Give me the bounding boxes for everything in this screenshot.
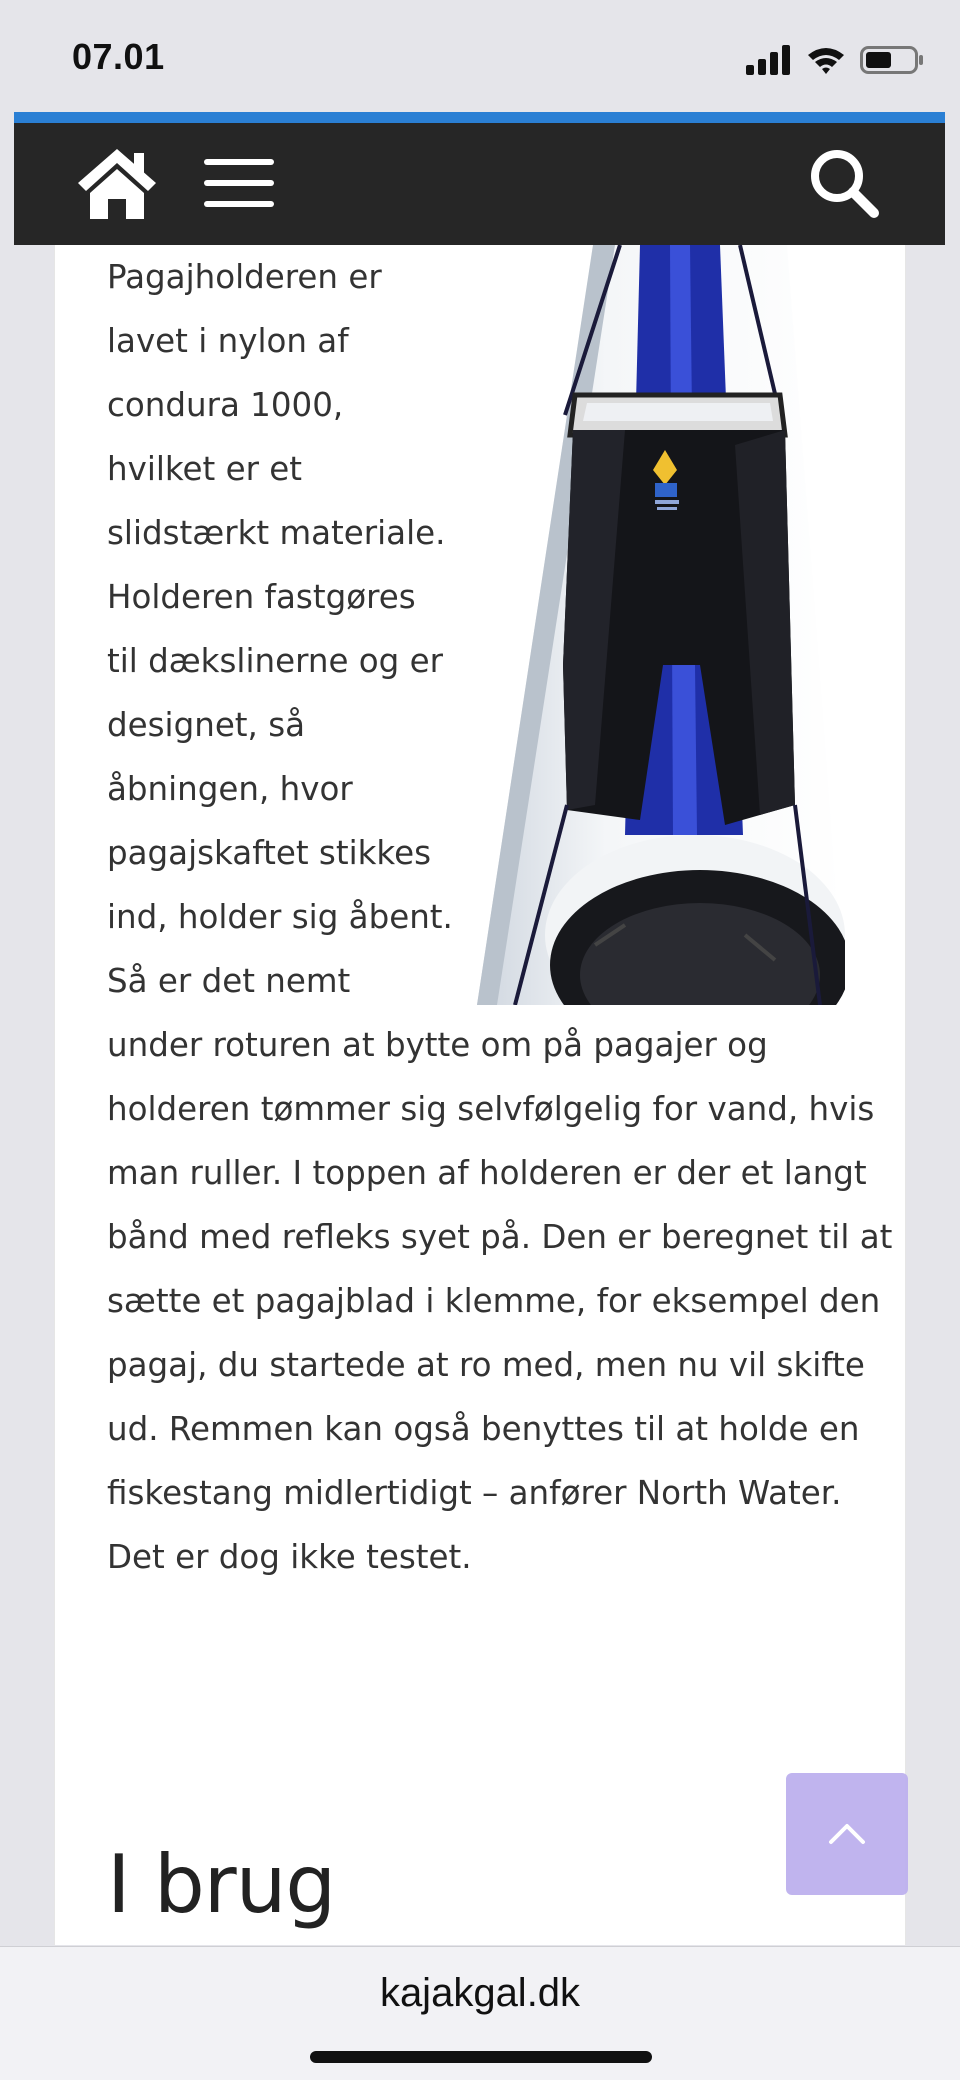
menu-button[interactable]	[204, 153, 274, 213]
back-to-top-button[interactable]	[786, 1773, 908, 1895]
paddle-holder-image	[475, 245, 845, 1005]
header-accent-stripe	[14, 112, 945, 123]
battery-icon	[860, 45, 924, 75]
home-button[interactable]	[76, 145, 158, 221]
search-icon	[808, 147, 880, 219]
home-icon	[76, 145, 158, 221]
status-icons	[746, 40, 924, 80]
status-time: 07.01	[72, 36, 165, 77]
menu-icon	[204, 153, 274, 213]
wifi-icon	[806, 45, 846, 75]
site-header	[14, 123, 945, 245]
signal-icon	[746, 45, 792, 75]
browser-address-bar	[0, 1946, 960, 2080]
status-bar	[0, 0, 960, 114]
chevron-up-icon	[827, 1818, 867, 1846]
home-indicator	[310, 2051, 652, 2063]
content-card	[54, 245, 906, 1945]
article-body	[107, 245, 897, 1589]
article-paragraph: Pagajholderen er lavet i nylon af condura 1000, hvilket er et slidstærkt materiale. Holderen fastgøres til dækslinerne og er designet, så åbningen, hvor pagajskaftet stikkes ind, holder sig åbent. Så er det nemt under roturen at bytte om på pagajer og holderen tømmer sig selvfølgelig for vand, hvis man ruller. I toppen af holderen er der et langt bånd med refleks syet på. Den er beregnet til at sætte et pagajblad i klemme, for eksempel den pagaj, du startede at ro med, men nu vil skifte ud. Remmen kan også benyttes til at holde en fiskestang midlertidigt – anfører North Water. Det er dog ikke testet.	[107, 258, 893, 1576]
url-text[interactable]: kajakgal.dk	[379, 1971, 581, 2015]
section-heading: I brug	[107, 1838, 336, 1931]
search-button[interactable]	[808, 147, 880, 219]
